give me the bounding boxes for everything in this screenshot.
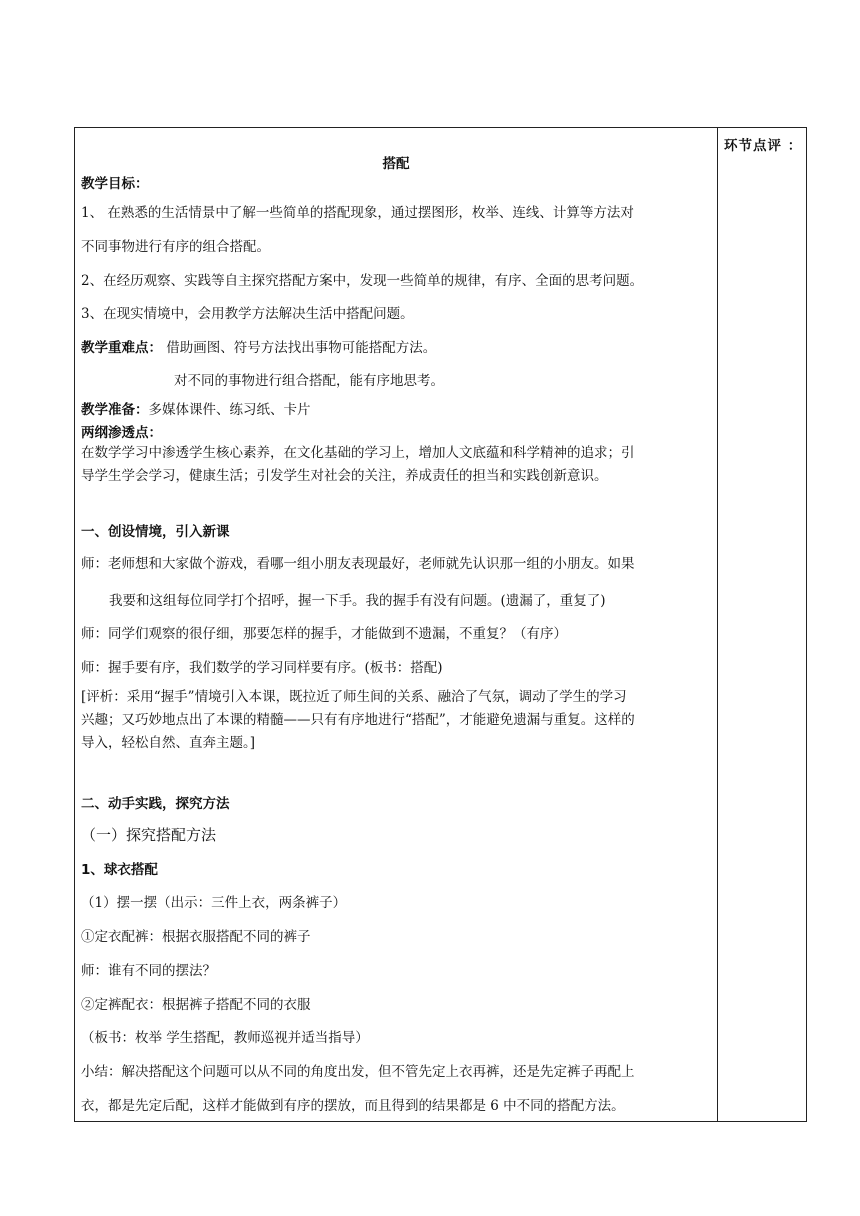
key-points-line-2: 对不同的事物进行组合搭配，能有序地思考。 [174, 373, 444, 389]
infiltration-line-2: 导学生学会学习，健康生活；引发学生对社会的关注，养成责任的担当和实践创新意识。 [81, 468, 608, 484]
section-1-p1-line-1: 师：老师想和大家做个游戏，看哪一组小朋友表现最好，老师就先认识那一组的小朋友。如果 [81, 556, 635, 572]
section-1-p3: 师：握手要有序，我们数学的学习同样要有序。(板书：搭配) [81, 660, 443, 676]
preparation-label: 教学准备： [81, 402, 149, 418]
section-2-question: 师：谁有不同的摆法？ [81, 963, 216, 979]
section-2-method-2: ②定裤配衣：根据裤子搭配不同的衣服 [81, 997, 311, 1013]
preparation-row [81, 401, 311, 419]
objective-2: 2、在经历观察、实践等自主探究搭配方案中，发现一些简单的规律，有序、全面的思考问题。 [81, 273, 644, 289]
column-divider [717, 127, 718, 1122]
infiltration-label: 两纲渗透点： [81, 425, 162, 441]
section-1-comment-line-1: [评析：采用“握手”情境引入本课，既拉近了师生间的关系、融洽了气氛，调动了学生的学习 [81, 689, 627, 705]
objective-3: 3、在现实情境中，会用教学方法解决生活中搭配问题。 [81, 306, 414, 322]
section-2-item-heading: 1、球衣搭配 [81, 862, 158, 878]
objectives-heading: 教学目标： [81, 176, 149, 192]
section-1-comment-line-2: 兴趣；又巧妙地点出了本课的精髓——只有有序地进行“搭配”，才能避免遗漏与重复。这样的 [81, 712, 635, 728]
infiltration-line-1: 在数学学习中渗透学生核心素养，在文化基础的学习上，增加人文底蕴和科学精神的追求；引 [81, 445, 635, 461]
section-2-heading: 二、动手实践，探究方法 [81, 796, 230, 812]
key-points-line-1: 借助画图、符号方法找出事物可能搭配方法。 [162, 340, 437, 356]
objective-1-line-1: 1、 在熟悉的生活情景中了解一些简单的搭配现象，通过摆图形，枚举、连线、计算等方法对 [81, 205, 634, 221]
section-2-subheading: （一）探究搭配方法 [81, 826, 217, 844]
section-2-summary-line-2: 衣，都是先定后配，这样才能做到有序的摆放，而且得到的结果都是 6 中不同的搭配方法。 [81, 1098, 625, 1114]
section-1-heading: 一、创设情境，引入新课 [81, 524, 230, 540]
key-points-label: 教学重难点： [81, 340, 162, 356]
review-column-header: 环节点评 ： [724, 138, 803, 154]
section-2-method-1: ①定衣配裤：根据衣服搭配不同的裤子 [81, 929, 311, 945]
section-1-comment-line-3: 导入，轻松自然、直奔主题。] [81, 735, 256, 751]
section-1-p2: 师：同学们观察的很仔细，那要怎样的握手，才能做到不遗漏，不重复？（有序） [81, 626, 567, 642]
lesson-title: 搭配 [382, 156, 410, 172]
section-1-p1-line-2: 我要和这组每位同学打个招呼，握一下手。我的握手有没有问题。(遗漏了，重复了) [109, 593, 606, 609]
section-2-step-1: （1）摆一摆（出示：三件上衣，两条裤子） [81, 895, 347, 911]
objective-1-line-2: 不同事物进行有序的组合搭配。 [81, 239, 270, 255]
preparation-text: 多媒体课件、练习纸、卡片 [148, 402, 311, 418]
section-2-summary-line-1: 小结：解决搭配这个问题可以从不同的角度出发，但不管先定上衣再裤，还是先定裤子再配上 [81, 1064, 635, 1080]
section-2-board-note: （板书：枚举 学生搭配，教师巡视并适当指导） [81, 1030, 369, 1046]
key-points-row [81, 339, 436, 357]
